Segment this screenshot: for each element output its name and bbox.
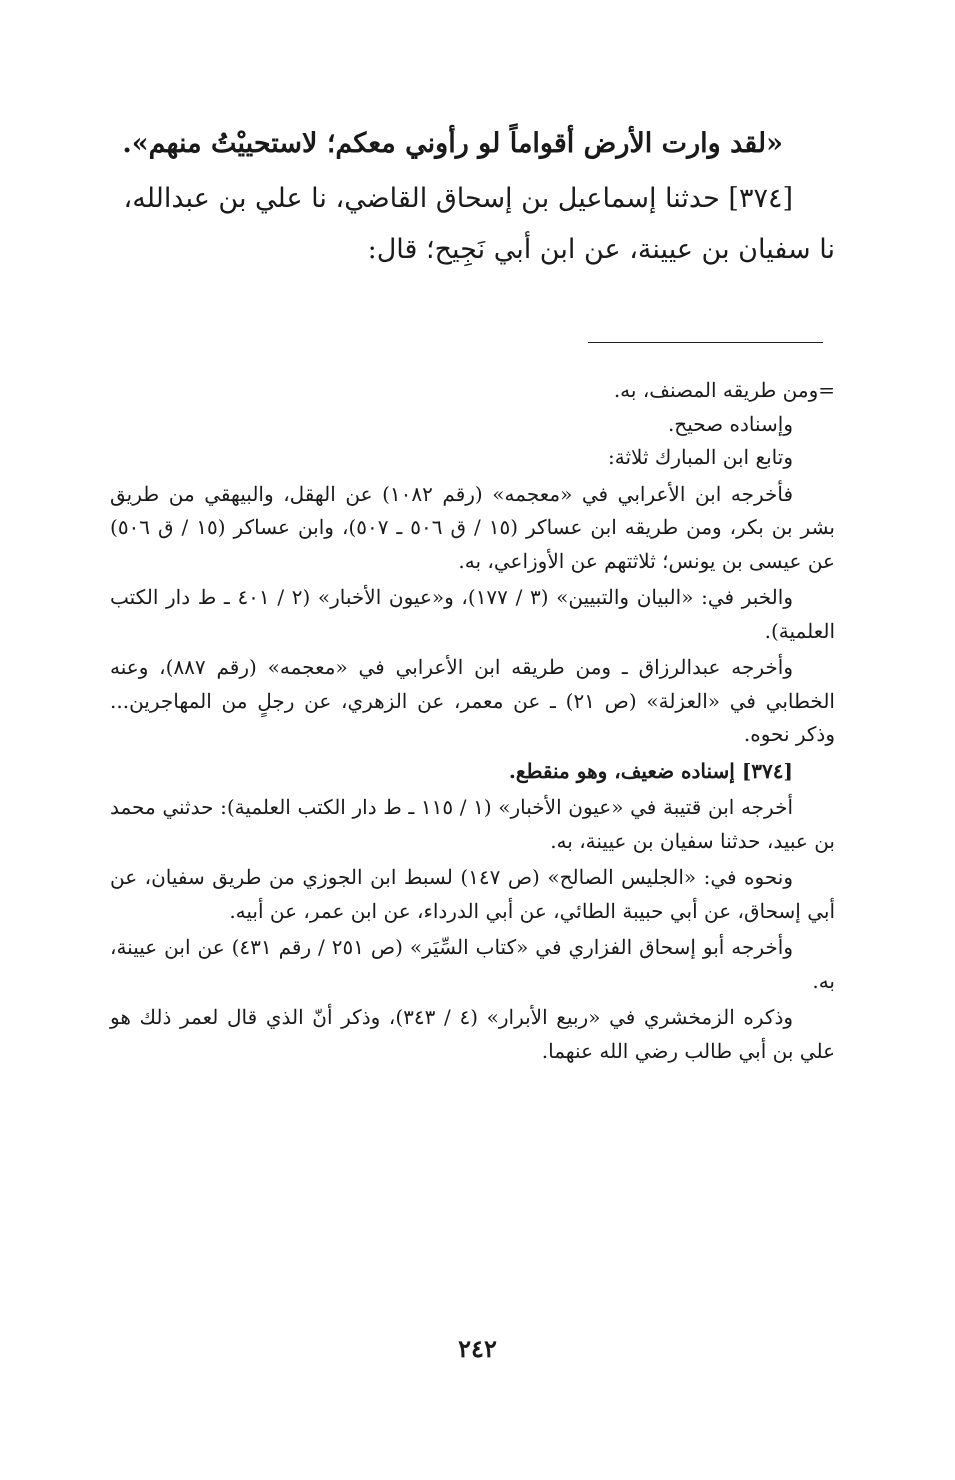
footnote-paragraph: وذكره الزمخشري في «ربيع الأبرار» (٤ / ٣٤٣)، وذكر أنّ الذي قال لعمر ذلك هو علي بن أبي طالب رضي الله عنهما. [110,1005,835,1063]
footnotes [110,374,835,1068]
entry-text-line2: نا سفيان بن عيينة، عن ابن أبي نَجِيح؛ قال: [367,234,835,265]
main-text [110,118,835,275]
footnote-paragraph: =ومن طريقه المصنف، به. [613,378,835,402]
footnote-paragraph: فأخرجه ابن الأعرابي في «معجمه» (رقم ١٠٨٢) عن الهقل، والبيهقي من طريق بشر بن بكر، ومن طريقه ابن عساكر (١٥ / ق ٥٠٦ ـ ٥٠٧)، وابن عساكر (١٥ / ق ٥٠٦) عن عيسى بن يونس؛ ثلاثتهم عن الأوزاعي، به. [110,481,835,573]
entry-number: [٣٧٤] [728,183,793,214]
footnote-heading [110,755,835,789]
quote-line: «لقد وارت الأرض أقواماً لو رأوني معكم؛ لاستحييْتُ منهم». [122,128,783,159]
footnote-paragraph: وأخرجه أبو إسحاق الفزاري في «كتاب السِّيَر» (ص ٢٥١ / رقم ٤٣١) عن ابن عيينة، به. [110,935,835,993]
entry-text-line1: حدثنا إسماعيل بن إسحاق القاضي، نا علي بن عبدالله، [123,183,720,214]
footnote-paragraph: وأخرجه عبدالرزاق ـ ومن طريقه ابن الأعرابي في «معجمه» (رقم ٨٨٧)، وعنه الخطابي في «العزلة» (ص ٢١) ـ عن معمر، عن الزهري، عن رجلٍ من المهاجرين... وذكر نحوه. [110,655,835,746]
footnote-separator [588,342,823,343]
footnote-paragraph: وإسناده صحيح. [667,411,793,436]
entry-first-line [110,173,835,224]
footnote-paragraph: أخرجه ابن قتيبة في «عيون الأخبار» (١ / ١١٥ ـ ط دار الكتب العلمية): حدثني محمد بن عبيد، حدثنا سفيان بن عيينة، به. [110,795,835,853]
footnote-paragraph: وتابع ابن المبارك ثلاثة: [608,445,793,469]
footnote-paragraph: والخبر في: «البيان والتبيين» (٣ / ١٧٧)، و«عيون الأخبار» (٢ / ٤٠١ ـ ط دار الكتب العلمية). [110,585,835,643]
page-number: ٢٤٢ [458,1334,497,1363]
footnote-entry-number: [٣٧٤] [741,758,793,783]
footnote-heading-text: إسناده ضعيف، وهو منقطع. [508,758,735,783]
footnote-paragraph: ونحوه في: «الجليس الصالح» (ص ١٤٧) لسبط ابن الجوزي من طريق سفيان، عن أبي إسحاق، عن أبي حبيبة الطائي، عن أبي الدرداء، عن ابن عمر، عن أبيه. [110,865,835,923]
